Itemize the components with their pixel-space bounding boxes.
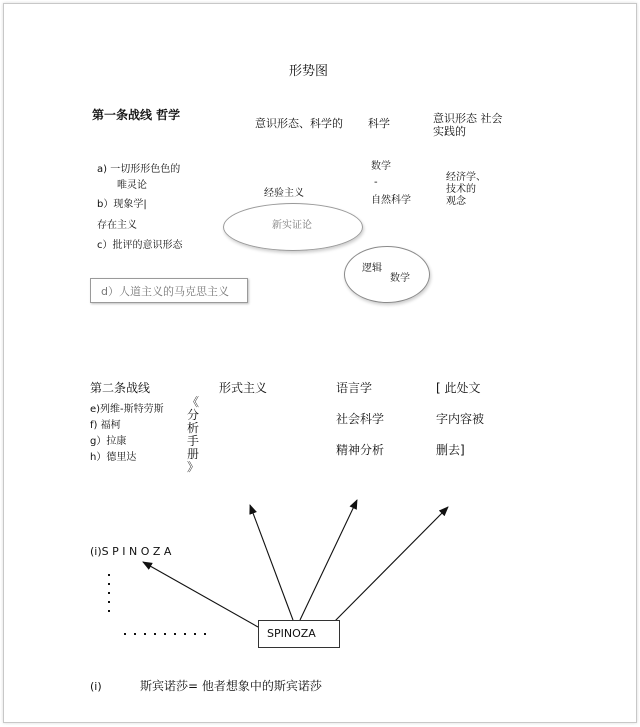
- front2-item-f: f) 福柯: [90, 420, 121, 431]
- col-science: 科学: [368, 117, 390, 130]
- front2-item-e: e)列维-斯特劳斯: [90, 404, 164, 415]
- deleted-text-line3: 删去]: [436, 443, 465, 457]
- math-dash: -: [374, 177, 378, 188]
- vertical-char: 分: [186, 408, 199, 422]
- vertical-char: 册: [186, 447, 199, 461]
- vertical-char: 手: [186, 434, 199, 448]
- field-social-science: 社会科学: [336, 412, 385, 426]
- field-psychoanalysis: 精神分析: [336, 443, 385, 457]
- dotted-horizontal: [124, 633, 206, 635]
- item-d: d）人道主义的马克思主义: [101, 285, 229, 298]
- spinoza-box-label: SPINOZA: [267, 627, 316, 640]
- natural-science-label: 自然科学: [371, 195, 411, 206]
- col-ideology-science: 意识形态、科学的: [255, 117, 343, 130]
- front2-item-h: h）德里达: [90, 452, 137, 463]
- arrow-to-fields: [300, 500, 357, 620]
- front1-heading: 第一条战线 哲学: [92, 108, 181, 122]
- arrow-to-spinoza-i: [143, 562, 258, 627]
- spinoza-i-label: (i)S P I N O Z A: [90, 545, 172, 558]
- front2-item-g: g）拉康: [90, 436, 127, 447]
- item-a: a) 一切形形色色的: [97, 164, 181, 175]
- item-c: c）批评的意识形态: [97, 240, 183, 251]
- item-b: b）现象学|: [97, 199, 147, 210]
- page-title: 形势图: [289, 64, 329, 79]
- dotted-vertical: [108, 574, 110, 612]
- neopositivism-label: 新实证论: [272, 220, 312, 231]
- vertical-char: 析: [186, 421, 199, 435]
- arrow-to-formalism: [250, 505, 293, 620]
- footnote-marker: (i): [90, 680, 102, 693]
- empiricism-label: 经验主义: [264, 188, 304, 199]
- math-label: 数学: [371, 161, 391, 172]
- col-ideology-social: 意识形态 社会 实践的: [433, 112, 503, 138]
- formalism-label: 形式主义: [219, 381, 268, 395]
- logic-label: 逻辑: [362, 263, 382, 274]
- field-linguistics: 语言学: [336, 381, 373, 395]
- item-b-cont: 存在主义: [97, 220, 137, 231]
- front2-heading: 第二条战线: [90, 381, 151, 395]
- vertical-char: 《: [186, 395, 199, 409]
- deleted-text-line2: 字内容被: [436, 412, 485, 426]
- footnote-text: 斯宾诺莎= 他者想象中的斯宾诺莎: [140, 679, 322, 693]
- spinoza-box: [258, 620, 340, 648]
- item-a-cont: 唯灵论: [117, 180, 147, 191]
- math2-label: 数学: [390, 273, 410, 284]
- vertical-char: 》: [186, 460, 199, 474]
- deleted-text-line1: [ 此处文: [436, 381, 481, 395]
- arrow-to-deleted-text: [330, 507, 448, 626]
- econ-tech-label: 经济学、 技术的 观念: [446, 172, 486, 207]
